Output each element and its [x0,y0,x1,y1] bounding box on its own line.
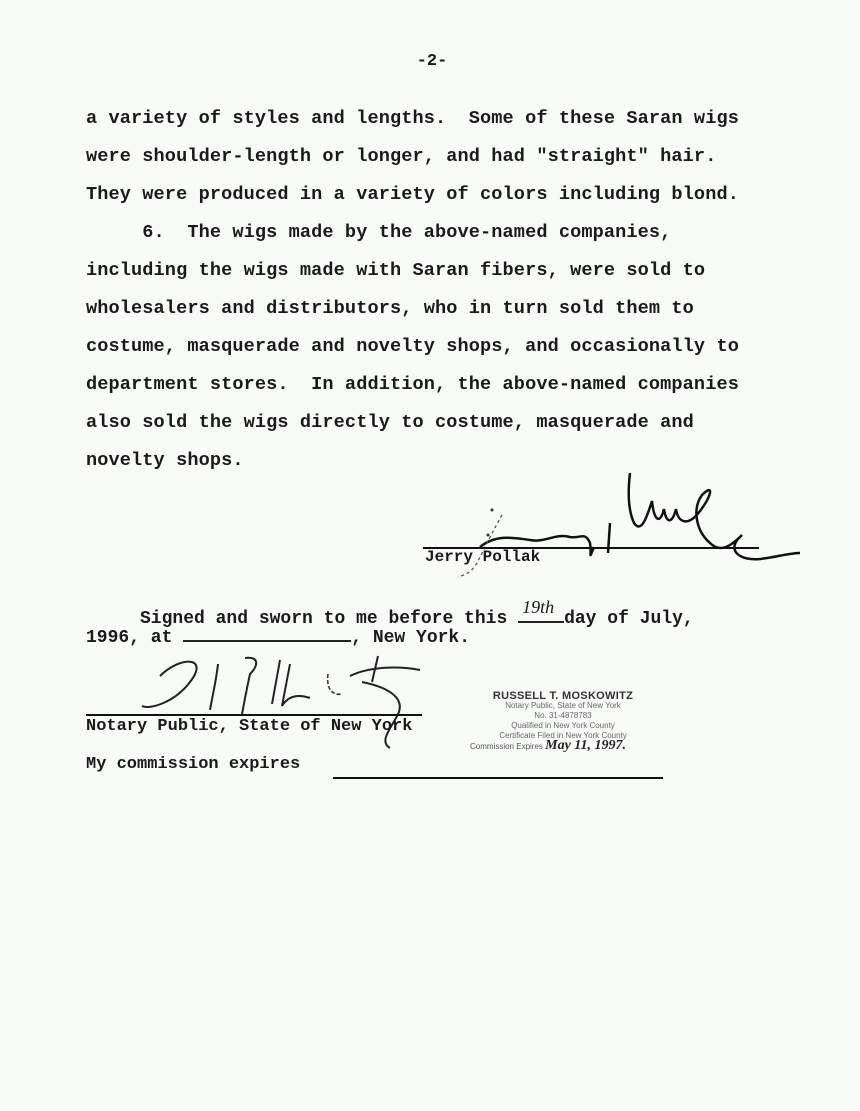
body-line: including the wigs made with Saran fibers, were sold to [86,260,706,281]
affiant-name: Jerry Pollak [425,548,541,566]
body-line: They were produced in a variety of colors including blond. [86,184,739,205]
stamp-line: Certificate Filed in New York County [499,731,627,740]
stamp-notary-name: RUSSELL T. MOSKOWITZ [492,690,634,702]
stamp-line: Notary Public, State of New York [505,701,621,710]
day-handwritten: 19th [522,597,555,617]
notary-signature-icon [120,652,460,752]
body-line: department stores. In addition, the above-named companies [86,374,739,395]
body-line: a variety of styles and lengths. Some of these Saran wigs [86,108,739,129]
jurat-location-prefix: 1996, at [86,628,184,648]
page-number: -2- [416,52,448,71]
affiant-signature-icon [420,465,800,585]
body-line: were shoulder-length or longer, and had "straight" hair. [86,146,717,167]
notary-title: Notary Public, State of New York [86,717,413,736]
jurat-location-suffix: , New York. [351,628,471,648]
stamp-expires [458,738,668,753]
notary-stamp [458,691,668,752]
body-line: 6. The wigs made by the above-named companies, [86,222,672,243]
stamp-expires-label: Commission Expires [470,742,543,751]
body-line: novelty shops. [86,450,244,471]
stamp-line: No. 31-4878783 [534,711,592,720]
commission-label: My commission expires [86,755,301,774]
jurat-line-2 [86,624,470,648]
stamp-line: Qualified in New York County [511,721,615,730]
body-line: also sold the wigs directly to costume, masquerade and [86,412,694,433]
notary-signature-line [86,714,422,716]
body-line: wholesalers and distributors, who in turn sold them to [86,298,694,319]
day-field [518,597,564,623]
stamp-expires-date: May 11, 1997. [545,738,627,753]
jurat-prefix: Signed and sworn to me before this [86,609,519,629]
location-field [183,624,351,642]
commission-expires-line [333,777,663,779]
jurat-suffix: day of July, [564,609,694,629]
body-line: costume, masquerade and novelty shops, and occasionally to [86,336,739,357]
